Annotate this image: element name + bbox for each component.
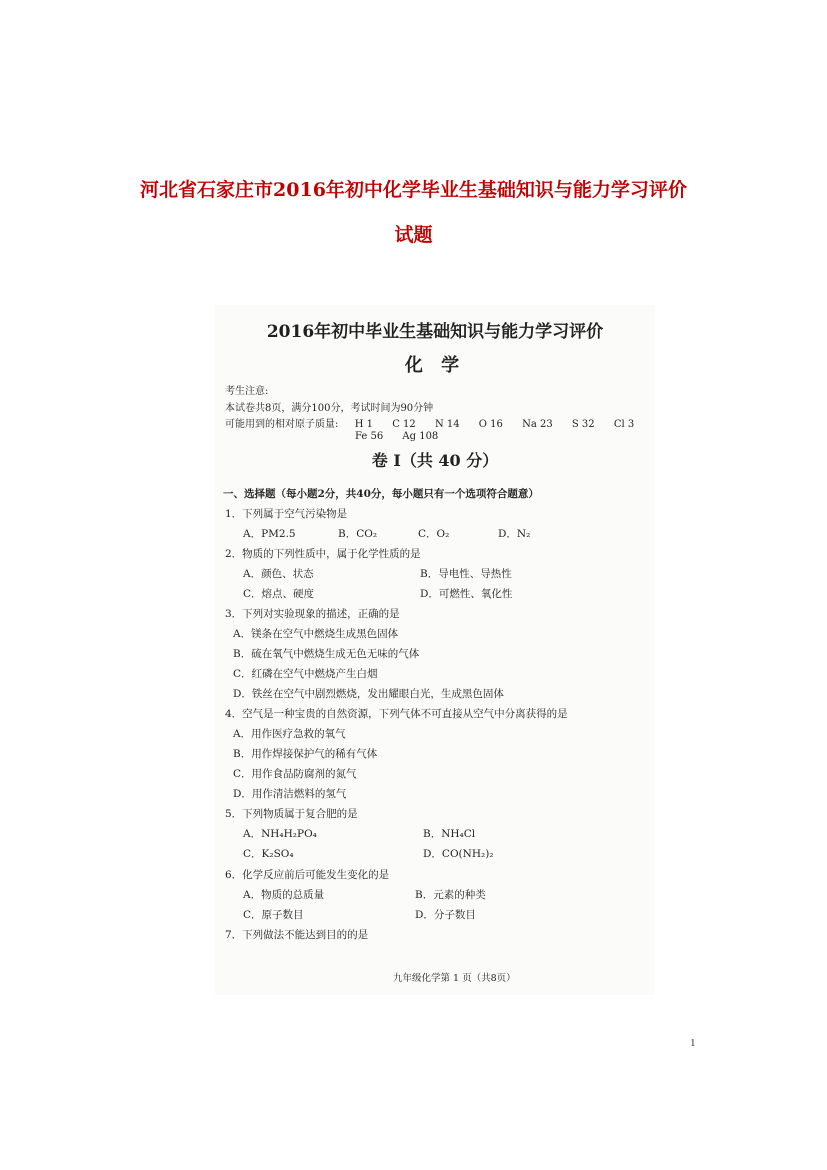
part-heading: 一、选择题（每小题2分，共40分，每小题只有一个选项符合题意）: [223, 488, 539, 500]
question-1-stem: 1．下列属于空气污染物是: [225, 508, 348, 520]
question-2-stem: 2．物质的下列性质中，属于化学性质的是: [225, 548, 421, 560]
question-5-stem: 5．下列物质属于复合肥的是: [225, 808, 358, 820]
q3-option-a: A．镁条在空气中燃烧生成黑色固体: [233, 628, 399, 640]
q1-option-a: A．PM2.5: [243, 528, 296, 540]
q5-option-b: B．NH₄Cl: [423, 828, 476, 840]
notice-line1: 本试卷共8页，满分100分，考试时间为90分钟: [225, 403, 434, 414]
q5-option-a: A．NH₄H₂PO₄: [243, 828, 317, 840]
document-title-line2: 试题: [394, 224, 433, 246]
q6-option-a: A．物质的总质量: [243, 889, 325, 901]
question-4-stem: 4．空气是一种宝贵的自然资源，下列气体不可直接从空气中分离获得的是: [225, 708, 568, 720]
q5-option-c: C．K₂SO₄: [243, 848, 294, 860]
q5-option-d: D．CO(NH₂)₂: [423, 848, 494, 860]
q6-option-c: C．原子数目: [243, 909, 304, 921]
q3-option-b: B．硫在氧气中燃烧生成无色无味的气体: [233, 648, 420, 660]
q4-option-b: B．用作焊接保护气的稀有气体: [233, 748, 378, 760]
exam-page-footer: 九年级化学第 1 页（共8页）: [393, 973, 516, 984]
mass-h: H 1: [354, 419, 374, 430]
q4-option-d: D．用作清洁燃料的氢气: [233, 788, 347, 800]
mass-fe: Fe 56: [355, 431, 384, 442]
q2-option-d: D．可燃性、氧化性: [420, 588, 513, 600]
mass-n: N 14: [434, 419, 460, 430]
mass-s: S 32: [571, 419, 595, 430]
mass-o: O 16: [478, 419, 503, 430]
q2-option-a: A．颜色、状态: [243, 568, 314, 580]
q3-option-d: D．铁丝在空气中剧烈燃烧，发出耀眼白光，生成黑色固体: [233, 688, 504, 700]
mass-na: Na 23: [522, 419, 553, 430]
q2-option-c: C．熔点、硬度: [243, 588, 315, 600]
q1-option-c: C．O₂: [418, 528, 450, 540]
section-title: 卷 I（共 40 分）: [371, 451, 499, 470]
document-title-line1: 河北省石家庄市2016年初中化学毕业生基础知识与能力学习评价: [140, 179, 687, 201]
exam-subject: 化 学: [404, 355, 466, 376]
q4-option-c: C．用作食品防腐剂的氮气: [233, 768, 357, 780]
masses-row1: [225, 415, 634, 430]
question-3-stem: 3．下列对实验现象的描述，正确的是: [225, 608, 400, 620]
exam-title: 2016年初中毕业生基础知识与能力学习评价: [266, 322, 604, 342]
q2-option-b: B．导电性、导热性: [420, 568, 512, 580]
notice-label: 考生注意:: [225, 386, 269, 397]
q6-option-b: B．元素的种类: [415, 889, 486, 901]
q4-option-a: A．用作医疗急救的氧气: [233, 728, 346, 740]
mass-cl: Cl 3: [613, 419, 635, 430]
q3-option-c: C．红磷在空气中燃烧产生白烟: [233, 668, 378, 680]
question-7-stem: 7．下列做法不能达到目的的是: [225, 929, 369, 941]
page-number: 1: [690, 1037, 696, 1049]
mass-c: C 12: [392, 419, 416, 430]
q1-option-b: B．CO₂: [338, 528, 378, 540]
q1-option-d: D．N₂: [498, 528, 531, 540]
mass-ag: Ag 108: [402, 431, 439, 442]
masses-row2: [355, 431, 454, 442]
scanned-exam-page: [215, 305, 655, 995]
question-6-stem: 6．化学反应前后可能发生变化的是: [225, 869, 390, 881]
q6-option-d: D．分子数目: [415, 909, 476, 921]
masses-label: 可能用到的相对原子质量:: [225, 419, 339, 430]
